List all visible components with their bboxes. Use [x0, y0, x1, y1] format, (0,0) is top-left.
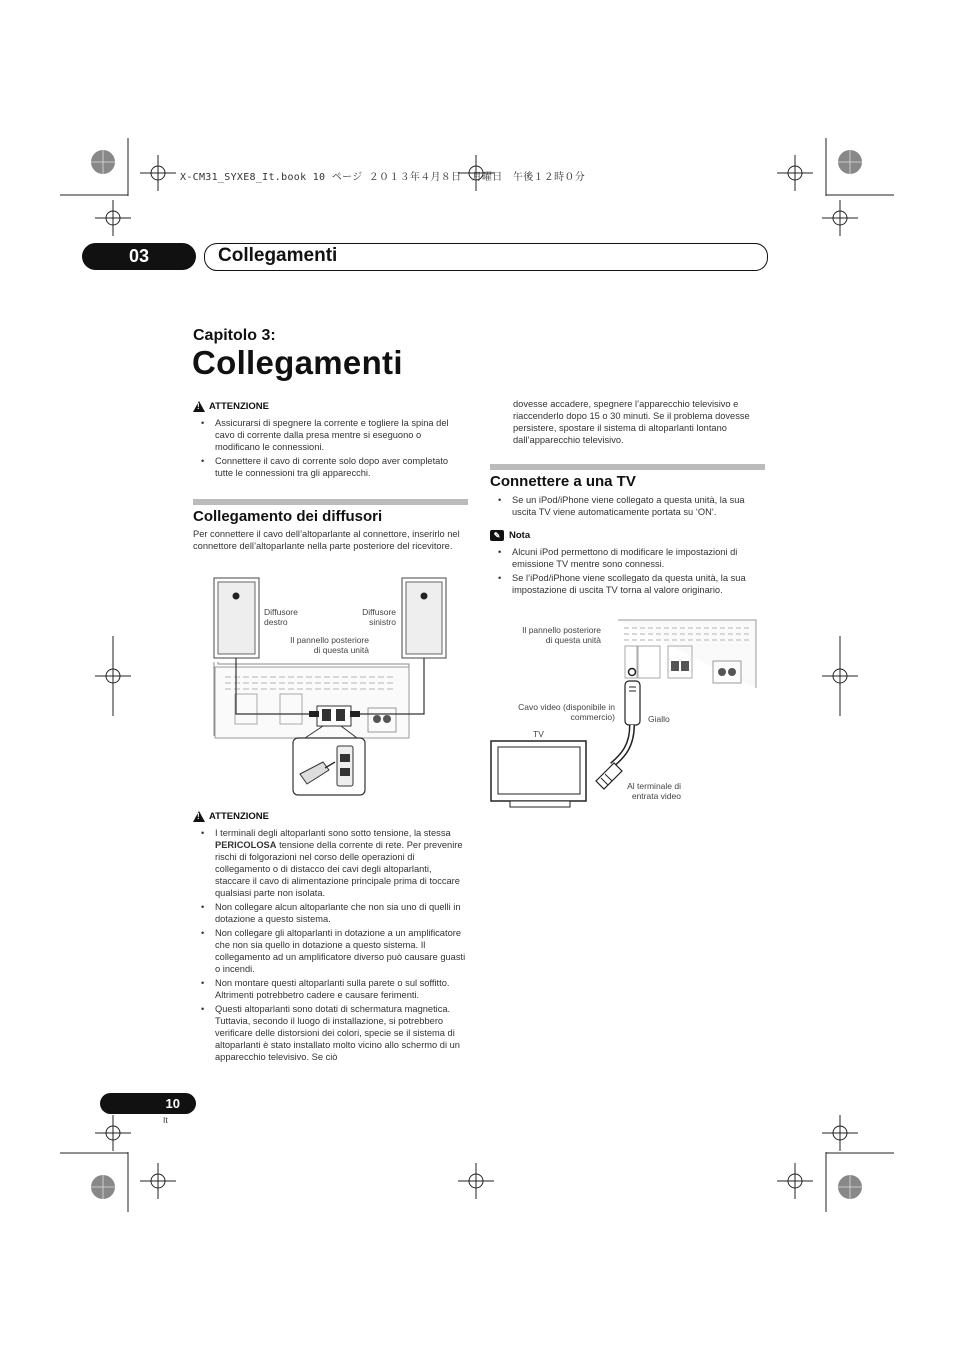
list-item: • Non collegare gli altoparlanti in dotazione a un amplificatore che non sia quello in dotazione a questo sistema. Il collegamento ad un amplificatore diverso può causare guasti o incendi. — [193, 927, 468, 975]
list-item: • Connettere il cavo di corrente solo dopo aver completato tutte le connessioni tra gli apparecchi. — [193, 455, 468, 479]
list-item: • Alcuni iPod permettono di modificare le impostazioni di emissione TV mentre sono connessi. — [490, 546, 765, 570]
caution-list — [193, 827, 468, 1063]
caution-label: ATTENZIONE — [209, 401, 269, 412]
label-rear-panel — [268, 635, 369, 655]
continued-text: dovesse accadere, spegnere l’apparecchio televisivo e riaccenderlo dopo 15 o 30 minuti. Se il problema dovesse persistere, spostare il sistema di altoparlanti lontano dall’apparecchio televisivo. — [513, 399, 750, 445]
text-span: I terminali degli altoparlanti sono sotto tensione, la stessa — [215, 828, 451, 838]
list-item: • Se un iPod/iPhone viene collegato a questa unità, la sua uscita TV viene automaticamente portata su ‘ON’. — [490, 494, 765, 518]
label-left-speaker — [346, 607, 396, 627]
speaker-connection-diagram — [205, 574, 460, 799]
label-line: commercio) — [570, 712, 615, 722]
label-video-cable — [495, 702, 615, 722]
section-divider — [490, 464, 765, 470]
list-item: • Non collegare alcun altoparlante che non sia uno di quelli in dotazione a questo sistema. — [193, 901, 468, 925]
list-item — [193, 827, 468, 899]
list-item: • Assicurarsi di spegnere la corrente e togliere la spina del cavo di corrente dalla presa mentre si eseguono o modificano le connessioni. — [193, 417, 468, 453]
caution-label: ATTENZIONE — [209, 811, 269, 822]
note-list — [490, 546, 765, 596]
label-line: destro — [264, 617, 288, 627]
label-line: Il pannello posteriore — [290, 635, 369, 645]
label-line: Il pannello posteriore — [522, 625, 601, 635]
caution-heading — [193, 811, 468, 822]
page-number: 10 — [100, 1093, 196, 1114]
language-code: It — [163, 1115, 168, 1125]
note-label: Nota — [509, 530, 531, 541]
caution-block-2 — [193, 811, 468, 1065]
label-line: di questa unità — [313, 645, 369, 655]
caution-heading — [193, 401, 468, 412]
note-block — [490, 530, 765, 598]
section-title-tv: Connettere a una TV — [490, 473, 636, 490]
label-line: sinistro — [369, 617, 396, 627]
section-divider — [193, 499, 468, 505]
warning-icon — [193, 811, 205, 822]
note-heading — [490, 530, 765, 541]
speakers-body: Per connettere il cavo dell’altoparlante al connettore, inserirlo nel connettore dell’altoparlante nella parte posteriore del ricevitore. — [193, 529, 460, 551]
label-line: Al terminale di — [627, 781, 681, 791]
label-line: entrata video — [631, 791, 681, 801]
print-info-line: X-CM31_SYXE8_It.book 10 ページ ２０１３年４月８日 月曜日 午後１２時０分 — [180, 172, 586, 183]
text-span: tensione della corrente di rete. Per prevenire rischi di folgorazioni nel corso delle operazioni di collegamento o di distacco dei cavi degli altoparlanti, staccare il cavo di alimentazione principale prima di toccare qualsiasi parte non isolata. — [215, 840, 463, 898]
label-tv: TV — [533, 729, 544, 739]
label-line: Cavo video (disponibile in — [518, 702, 615, 712]
list-item: • Questi altoparlanti sono dotati di schermatura magnetica. Tuttavia, secondo il luogo di installazione, si potrebbero verificare delle distorsioni dei colori, specie se il sistema di altoparlanti è stato installato molto vicino allo schermo di un apparecchio televisivo. Se ciò — [193, 1003, 468, 1063]
label-line: di questa unità — [545, 635, 601, 645]
label-yellow: Giallo — [648, 714, 670, 724]
label-rear-panel-2 — [500, 625, 601, 645]
chapter-title: Collegamenti — [218, 245, 338, 266]
chapter-number-tab: 03 — [82, 243, 196, 270]
caution-list — [193, 417, 468, 479]
caution-block-1 — [193, 401, 468, 481]
list-item: • Non montare questi altoparlanti sulla parete o sul soffitto. Altrimenti potrebbetro cadere e causare ferimenti. — [193, 977, 468, 1001]
label-video-input — [611, 781, 681, 801]
label-right-speaker — [264, 607, 298, 627]
chapter-label: Capitolo 3: — [193, 327, 276, 344]
label-line: Diffusore — [362, 607, 396, 617]
page-title: Collegamenti — [192, 344, 403, 381]
pencil-note-icon: ✎ — [490, 530, 504, 541]
list-item: • Se l’iPod/iPhone viene scollegato da questa unità, la sua impostazione di uscita TV torna al valore originario. — [490, 572, 765, 596]
section-title-speakers: Collegamento dei diffusori — [193, 508, 383, 525]
label-line: Diffusore — [264, 607, 298, 617]
tv-list — [490, 494, 765, 520]
warning-icon — [193, 401, 205, 412]
emphasis-text: PERICOLOSA — [215, 840, 277, 850]
